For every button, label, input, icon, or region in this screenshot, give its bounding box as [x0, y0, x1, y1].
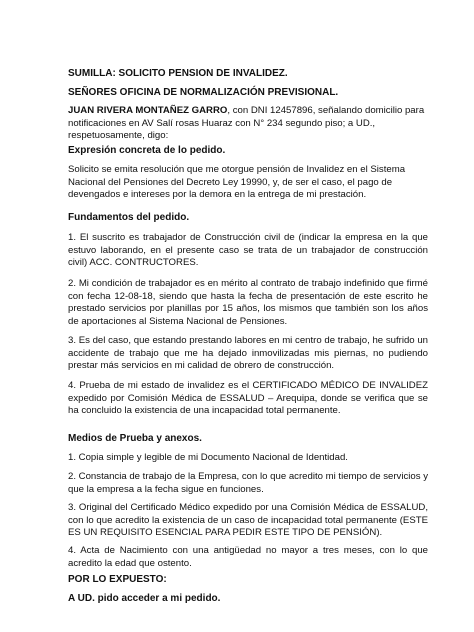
intro-text: , con DNI 12457896, señalando domicilio para notificaciones en AV Salí rosas Huaraz con N° 234 segundo piso; a UD., respetuosamente, digo: [68, 105, 425, 142]
por-lo-expuesto: POR LO EXPUESTO: [68, 574, 167, 585]
medios-heading: Medios de Prueba y anexos. [68, 433, 202, 444]
expresion-body: Solicito se emita resolución que me otorgue pensión de Invalidez en el Sistema Nacional del Pensiones del Decreto Ley 19990, y, de ser el caso, el pago de devengados e intereses por la demora en la entrega de mi prestación. [68, 164, 406, 201]
closing-line: A UD. pido acceder a mi pedido. [68, 593, 221, 604]
addressee-line: SEÑORES OFICINA DE NORMALIZACIÓN PREVISIONAL. [68, 87, 339, 98]
medios-item-2: 2. Constancia de trabajo de la Empresa, con lo que acredito mi tiempo de servicios y que la empresa a la fecha sigue en funciones. [68, 471, 428, 495]
fundamentos-item-4: 4. Prueba de mi estado de invalidez es el CERTIFICADO MÉDICO DE INVALIDEZ expedido por Comisión Médica de ESSALUD – Arequipa, donde se verifica que se ha concluido la existencia de una incapacidad total permanente. [68, 380, 428, 417]
fundamentos-item-2: 2. Mi condición de trabajador es en mérito al contrato de trabajo indefinido que firmé con fecha 12-08-18, siendo que hasta la fecha de presentación de este escrito he prestado servicios por planillas por 15 años, los mismos que también son los años de aportaciones al Sistema Nacional de Pensiones. [68, 278, 428, 327]
fundamentos-item-1: 1. El suscrito es trabajador de Construcción civil de (indicar la empresa en la que estuvo laborando, en el presente caso se trata de un trabajador de construcción civil) ACC. CONTRUCTORES. [68, 232, 428, 269]
sumilla-line: SUMILLA: SOLICITO PENSION DE INVALIDEZ. [68, 68, 288, 79]
petitioner-name: JUAN RIVERA MONTAÑEZ GARRO [68, 105, 228, 116]
medios-item-4: 4. Acta de Nacimiento con una antigüedad no mayor a tres meses, con lo que acredito la edad que ostento. [68, 545, 428, 569]
medios-item-3: 3. Original del Certificado Médico expedido por una Comisión Médica de ESSALUD, con lo que acredito la existencia de un caso de incapacidad total permanente (ESTE ES UN REQUISITO ESENCIAL PARA PEDIR ESTE TIPO DE PENSIÓN). [68, 502, 428, 539]
intro-paragraph [68, 105, 428, 143]
medios-item-1: 1. Copia simple y legible de mi Documento Nacional de Identidad. [68, 452, 348, 463]
fundamentos-item-3: 3. Es del caso, que estando prestando labores en mi centro de trabajo, he sufrido un accidente de trabajo que me ha dejado inmovilizadas mis piernas, no pudiendo prestar más servicios en mi calidad de obrero de construcción. [68, 335, 428, 372]
expresion-heading: Expresión concreta de lo pedido. [68, 145, 226, 156]
fundamentos-heading: Fundamentos del pedido. [68, 212, 190, 223]
